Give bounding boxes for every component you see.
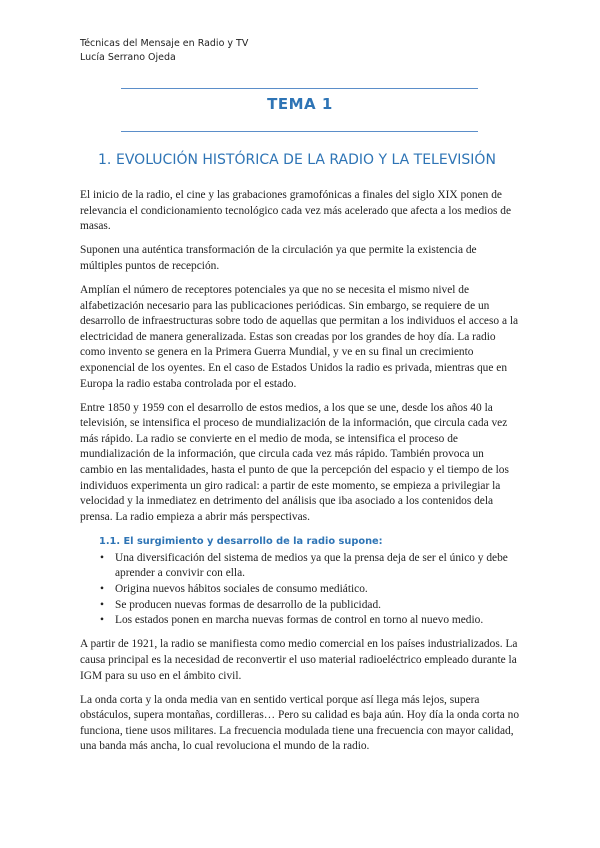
list-item-text: Una diversificación del sistema de medios ya que la prensa deja de ser el único y debe aprender a convivir con ella. [115,551,508,580]
bullet-icon: • [100,598,104,611]
paragraph: Suponen una auténtica transformación de la circulación ya que permite la existencia de múltiples puntos de recepción. [80,244,477,272]
section-number: 1. [98,152,112,168]
paragraph: Entre 1850 y 1959 con el desarrollo de estos medios, a los que se une, desde los años 40 la televisión, se intensifica el proceso de mundialización de la información, que circula cada vez más rápido. La radio se convierte en el medio de moda, se intensifica el proceso de mundialización de la información, que circula cada vez más rápido. También provoca un cambio en las mentalidades, hasta el punto de que la percepción del espacio y el tiempo de los individuos experimenta un giro radical: a partir de este momento, se empieza a privilegiar la velocidad y la inmediatez en detrimento del análisis que iba asociado a los contenidos dela prensa. La radio empieza a abrir más perspectivas. [80,401,509,523]
list-item [80,613,520,629]
page-header [80,37,248,65]
list-item-text: Se producen nuevas formas de desarrollo de la publicidad. [115,598,382,611]
title-rule-top [121,88,478,89]
section-heading [98,151,498,169]
list-item-text: Origina nuevos hábitos sociales de consumo mediático. [115,583,368,596]
bullet-list [80,551,520,629]
bullet-icon: • [100,551,104,564]
document-title: TEMA 1 [267,95,333,113]
paragraph: Amplían el número de receptores potenciales ya que no se necesita el mismo nivel de alfabetización necesario para las publicaciones periódicas. Sin embargo, se requiere de un desarrollo de infraestructuras sobre todo de aquellas que permitan a los individuos el acceso a la electricidad de manera generalizada. Estas son creadas por los grandes de hoy día. La radio como invento se genera en la Primera Guerra Mundial, y ve en su final un crecimiento exponencial de los oyentes. En el caso de Estados Unidos la radio es privada, mientras que en Europa la radio estaba controlada por el estado. [80,283,519,390]
paragraph: El inicio de la radio, el cine y las grabaciones gramofónicas a finales del siglo XIX ponen de relevancia el condicionamiento tecnológico cada vez más acelerado que afecta a los medios de masas. [80,189,512,233]
subsection-heading: 1.1. El surgimiento y desarrollo de la radio supone: [99,535,383,547]
list-item [80,598,520,614]
title-rule-bottom [121,131,478,132]
bullet-icon: • [100,583,104,596]
bullet-icon: • [100,614,104,627]
list-item [80,582,520,598]
paragraph: A partir de 1921, la radio se manifiesta como medio comercial en los países industrializados. La causa principal es la necesidad de reconvertir el uso material radioeléctrico empleado durante la IGM para su uso en el ámbito civil. [80,638,518,682]
header-author: Lucía Serrano Ojeda [80,52,176,63]
body-text [80,188,520,764]
paragraph: La onda corta y la onda media van en sentido vertical porque así llega más lejos, supera obstáculos, supera montañas, cordilleras… Pero su calidad es baja aún. Hoy día la onda corta no funciona, tiene usos militares. La frecuencia modulada tiene una frecuencia con mayor calidad, una banda más ancha, lo cual revoluciona el mundo de la radio. [80,693,520,753]
list-item [80,551,520,582]
header-course: Técnicas del Mensaje en Radio y TV [80,38,249,49]
section-title: EVOLUCIÓN HISTÓRICA DE LA RADIO Y LA TELEVISIÓN [116,152,496,168]
list-item-text: Los estados ponen en marcha nuevas formas de control en torno al nuevo medio. [115,614,484,627]
